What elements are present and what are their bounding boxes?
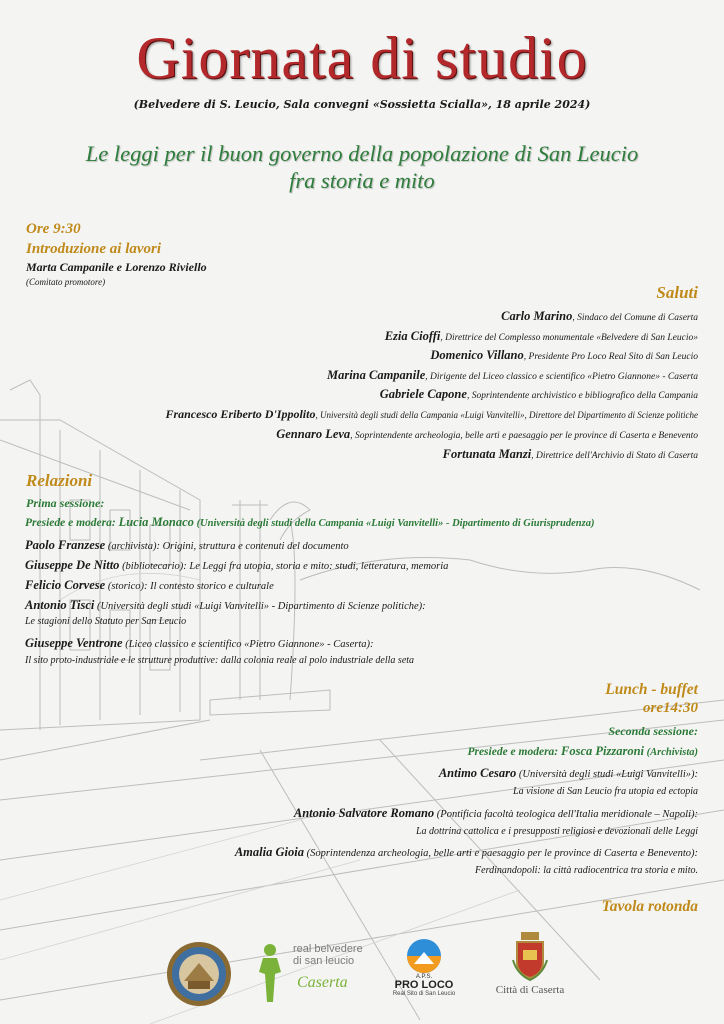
session-2-heading: Seconda sessione: bbox=[608, 724, 698, 738]
session-1-chair: Presiede e modera: Lucia Monaco (Università degli studi della Campania «Luigi Vanvitelli» - Dipartimento di Giurisprudenza) bbox=[25, 515, 595, 529]
talk-title: Il sito proto-industriale e le strutture produttive: dalla colonia reale al polo industriale della seta bbox=[25, 655, 415, 666]
lunch-label: Lunch - buffet bbox=[605, 681, 698, 698]
citta-label: Città di Caserta bbox=[495, 984, 565, 996]
pro-loco-emblem-icon bbox=[406, 938, 442, 974]
coat-of-arms-icon bbox=[511, 930, 549, 982]
saluti-item: Marina Campanile, Dirigente del Liceo classico e scientifico «Pietro Giannone» - Caserta bbox=[326, 368, 698, 382]
talk-item: Paolo Franzese (archivista): Origini, struttura e contenuti del documento bbox=[25, 538, 349, 552]
saluti-item: Domenico Villano, Presidente Pro Loco Real Sito di San Leucio bbox=[430, 348, 698, 362]
citta-di-caserta-logo bbox=[480, 930, 580, 1010]
saluti-item: Ezia Cioffi, Direttrice del Complesso monumentale «Belvedere di San Leucio» bbox=[384, 329, 698, 343]
belvedere-line-2: di san leucio bbox=[293, 955, 355, 967]
belvedere-line-3: Caserta bbox=[297, 974, 348, 991]
talk-item: Antimo Cesaro (Università degli studi «Luigi Vanvitelli»): bbox=[438, 766, 698, 780]
page-title: Giornata di studio bbox=[136, 25, 588, 91]
belvedere-line-1: real belvedere bbox=[293, 943, 363, 955]
saluti-item: Francesco Eriberto D'Ippolito, Università degli studi della Campania «Luigi Vanvitelli», Direttore del Dipartimento di Scienze politiche bbox=[165, 407, 698, 421]
talk-item: Antonio Tisci (Università degli studi «Luigi Vanvitelli» - Dipartimento di Scienze politiche): bbox=[25, 598, 426, 612]
talk-title: Le stagioni dello Statuto per San Leucio bbox=[25, 616, 187, 627]
talk-title: La dottrina cattolica e i presupposti religiosi e devozionali delle Leggi bbox=[415, 826, 698, 837]
saluti-item: Gennaro Leva, Soprintendente archeologia, belle arti e paesaggio per le province di Caserta e Benevento bbox=[276, 427, 698, 441]
opening-time: Ore 9:30 bbox=[26, 221, 81, 237]
session-2-chair: Presiede e modera: Fosca Pizzaroni (Archivista) bbox=[467, 744, 698, 758]
event-venue-date: (Belvedere di S. Leucio, Sala convegni «Sossietta Scialla», 18 aprile 2024) bbox=[133, 98, 591, 111]
opening-role: (Comitato promotore) bbox=[26, 277, 106, 287]
sossietta-seal-logo bbox=[166, 941, 232, 1007]
session-1-heading: Prima sessione: bbox=[26, 496, 105, 510]
proloco-name: PRO LOCO bbox=[394, 979, 454, 991]
saluti-item: Gabriele Capone, Soprintendente archivistico e bibliografico della Campania bbox=[379, 387, 698, 401]
saluti-heading: Saluti bbox=[656, 283, 698, 302]
opening-title: Introduzione ai lavori bbox=[26, 241, 162, 257]
talk-item: Felicio Corvese (storico): Il contesto storico e culturale bbox=[25, 578, 274, 592]
saluti-item: Carlo Marino, Sindaco del Comune di Caserta bbox=[501, 309, 698, 323]
talk-item: Antonio Salvatore Romano (Pontificia facoltà teologica dell'Italia meridionale – Napoli): bbox=[293, 806, 698, 820]
saluti-item: Fortunata Manzi, Direttrice dell'Archivio di Stato di Caserta bbox=[442, 447, 698, 461]
opening-speakers: Marta Campanile e Lorenzo Riviello bbox=[26, 260, 207, 274]
talk-title: La visione di San Leucio fra utopia ed ectopia bbox=[513, 786, 698, 797]
talk-item: Giuseppe Ventrone (Liceo classico e scientifico «Pietro Giannone» - Caserta): bbox=[25, 636, 374, 650]
talk-item: Giuseppe De Nitto (bibliotecario): Le Leggi fra utopia, storia e mito: studi, letteratura, memoria bbox=[25, 558, 449, 572]
lunch-time: ore14:30 bbox=[643, 700, 698, 716]
talk-item: Amalia Gioia (Soprintendenza archeologia, belle arti e paesaggio per le province di Caserta e Benevento): bbox=[234, 845, 698, 859]
statue-icon bbox=[253, 942, 287, 1004]
closing-roundtable: Tavola rotonda bbox=[601, 898, 698, 915]
subtitle-line-1: Le leggi per il buon governo della popolazione di San Leucio bbox=[85, 141, 639, 166]
proloco-sub: Real Sito di San Leucio bbox=[392, 991, 456, 997]
relazioni-heading: Relazioni bbox=[26, 471, 93, 490]
subtitle-line-2: fra storia e mito bbox=[289, 168, 435, 193]
real-belvedere-logo bbox=[253, 940, 363, 1008]
talk-title: Ferdinandopoli: la città radiocentrica tra storia e mito. bbox=[475, 865, 698, 876]
proloco-aps: A.P.S. bbox=[415, 974, 433, 980]
event-subtitle bbox=[0, 140, 724, 194]
pro-loco-logo bbox=[384, 938, 464, 1010]
